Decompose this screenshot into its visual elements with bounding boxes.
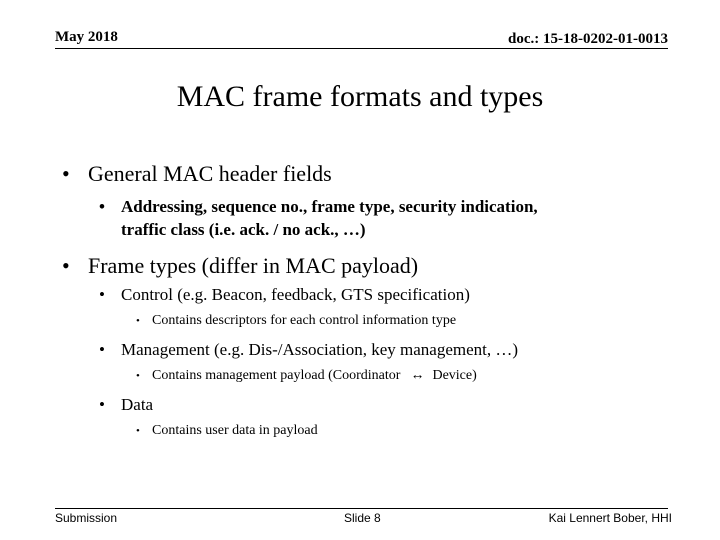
bullet-text: Frame types (differ in MAC payload) [88, 253, 419, 278]
bullet-text: General MAC header fields [88, 161, 332, 186]
sub-bullet-addressing [99, 197, 538, 217]
bullet-icon: • [99, 285, 105, 304]
footer-submission: Submission [55, 511, 118, 525]
bullet-icon: • [136, 315, 140, 327]
sub-bullet-addressing-cont: traffic class (i.e. ack. / no ack., …) [121, 220, 366, 239]
bullet-icon: • [99, 197, 105, 216]
sub-bullet-text: Data [121, 395, 154, 414]
bullet-icon: • [62, 253, 70, 278]
bullet-icon: • [136, 370, 140, 382]
header-doc-number: doc.: 15-18-0202-01-0013 [508, 31, 668, 47]
footer-slide-number: Slide 8 [344, 511, 381, 525]
sub-bullet-control [99, 285, 470, 305]
bullet-icon: • [62, 161, 70, 186]
sub-bullet-text: Addressing, sequence no., frame type, security indication, [121, 197, 538, 216]
sub-sub-bullet-data [136, 423, 318, 439]
bullet-icon: • [99, 340, 105, 359]
sub-sub-bullet-text-a: Contains management payload (Coordinator [152, 368, 401, 383]
header-divider [55, 48, 668, 49]
footer-divider [55, 508, 668, 509]
slide-title: MAC frame formats and types [176, 80, 544, 113]
sub-bullet-text: Management (e.g. Dis-/Association, key management, …) [121, 340, 519, 359]
sub-sub-bullet-text: Contains descriptors for each control information type [152, 313, 457, 328]
double-arrow-icon: ↔ [410, 368, 425, 383]
sub-sub-bullet-control [136, 313, 456, 329]
bullet-icon: • [99, 395, 105, 414]
sub-sub-bullet-management [136, 368, 477, 384]
bullet-frame-types [62, 253, 418, 279]
sub-bullet-data [99, 395, 153, 415]
header-date: May 2018 [55, 29, 118, 45]
sub-bullet-management [99, 340, 518, 360]
bullet-icon: • [136, 425, 140, 437]
sub-sub-bullet-text: Contains user data in payload [152, 423, 318, 438]
sub-sub-bullet-text-b: Device) [432, 368, 477, 383]
footer-author: Kai Lennert Bober, HHI [548, 511, 672, 525]
sub-bullet-text: Control (e.g. Beacon, feedback, GTS specification) [121, 285, 470, 304]
bullet-general-header [62, 161, 332, 187]
